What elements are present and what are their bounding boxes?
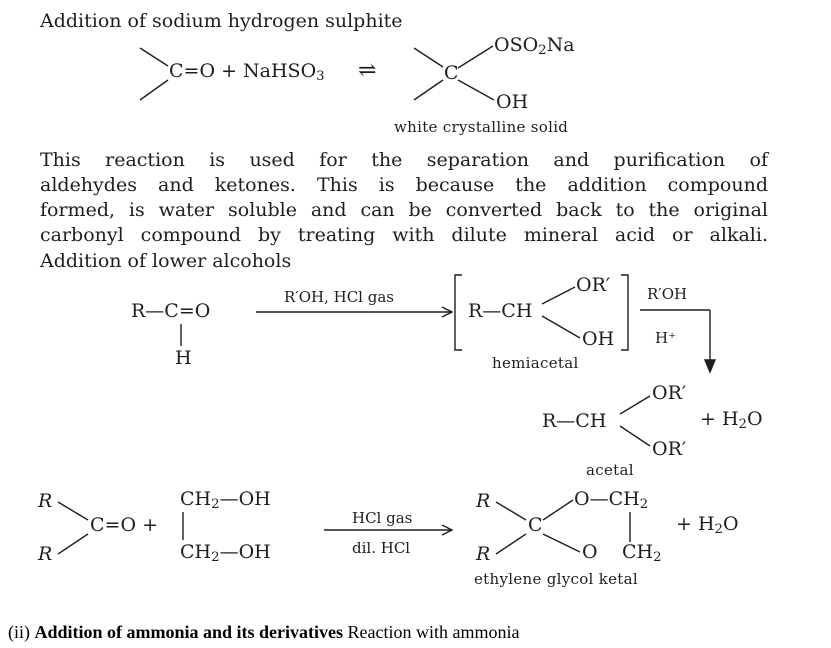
ketal-bond-rb [543,534,580,552]
acetal-or-bottom: OR′ [652,438,687,460]
heading-bisulphite: Addition of sodium hydrogen sulphite [40,10,403,32]
bisulphite-caption: white crystalline solid [394,118,569,136]
bisulphite-product-bond-lt [414,48,443,67]
acetal-water-tail: O [747,408,763,430]
acetal-left: R—CH [542,410,607,432]
glycol-carbonyl: C=O + [90,514,158,536]
glycol-cond-bottom: dil. HCl [352,539,411,557]
hemiacetal-bracket-right [621,275,628,350]
ketal-water-sub: 2 [714,522,723,537]
oso-tail: Na [546,34,575,56]
paragraph-line-1: This reaction is used for the separation and purification of [40,149,768,171]
ketal-o-top-text: O—CH [574,488,640,510]
bisulphite-product-bond-rb [458,80,494,100]
paragraph-line-4: carbonyl compound by treating with dilute mineral acid or alkali. [40,224,768,246]
hemiacetal-caption: hemiacetal [492,354,579,372]
acetal-caption: acetal [586,461,634,479]
hemiacetal-bond-bottom [542,316,580,338]
acetal-water-sub: 2 [738,417,747,432]
bisulphite-reactant-bond-top [140,48,168,66]
step1-conditions: R′OH, HCl gas [284,288,394,306]
hemiacetal-or: OR′ [576,274,611,296]
ketal-carbon: C [528,514,543,536]
bisulphite-product-bond-lb [414,80,443,100]
ch2-top-sub: 2 [211,497,220,512]
hemiacetal-bracket-left [455,275,462,350]
ketal-water-tail: O [723,513,739,535]
acetal-bond-bottom [620,426,650,446]
hemiacetal-bond-top [542,287,575,304]
glycol-cond-top: HCl gas [352,509,413,527]
glycol-r-bottom: R [38,543,53,565]
heading-alcohols: Addition of lower alcohols [40,250,292,272]
ketal-caption: ethylene glycol ketal [474,570,638,588]
bisulphite-product-bond-rt [458,46,493,68]
glycol-bond-bottom [58,534,88,554]
glycol-bond-top [58,502,88,520]
bisulphite-reactant-text: C=O + NaHSO [169,60,317,82]
ch2-bottom-tail: —OH [219,541,271,563]
ch2-top-text: CH [180,488,212,510]
step2-catalyst: H⁺ [655,329,676,347]
ketal-bond-lb [496,534,526,554]
footer-prefix: (ii) [8,622,35,642]
ketal-bond-lt [496,502,526,520]
bisulphite-reactant-bond-bottom [140,80,168,100]
bisulphite-reactant-sub: 3 [316,69,325,84]
ketal-bond-rt [543,500,573,520]
acetal-water-text: + H [700,408,739,430]
aldehyde-formula: R—C=O [131,300,211,322]
oso-sub: 2 [538,43,547,58]
step2-reagent: R′OH [647,285,688,303]
paragraph-line-2: aldehydes and ketones. This is because the addition compound [40,174,768,196]
footer-rest: Reaction with ammonia [343,622,520,642]
oso-text: OSO [494,34,539,56]
equilibrium-arrow: ⇌ [358,58,377,83]
ketal-r-bottom: R [476,543,491,565]
ketal-water-text: + H [676,513,715,535]
ketal-o-bottom: O [582,541,598,563]
ketal-r-top: R [476,490,491,512]
bisulphite-product-carbon: C [444,62,459,84]
paragraph-line-3: formed, is water soluble and can be converted back to the original [40,199,768,221]
ketal-ch2-bottom-sub: 2 [653,550,662,565]
acetal-bond-top [620,396,650,414]
aldehyde-hydrogen: H [175,347,192,369]
bisulphite-product-oh: OH [496,91,529,113]
hemiacetal-left: R—CH [468,300,533,322]
ch2-bottom-text: CH [180,541,212,563]
ch2-bottom-sub: 2 [211,550,220,565]
glycol-r-top: R [38,490,53,512]
ketal-o-top-sub: 2 [639,497,649,512]
hemiacetal-oh: OH [582,328,615,350]
acetal-or-top: OR′ [652,382,687,404]
ch2-top-tail: —OH [219,488,271,510]
step2-arrow-head [705,360,715,372]
footer-bold: Addition of ammonia and its derivatives [34,622,344,642]
ketal-ch2-bottom-text: CH [622,541,654,563]
